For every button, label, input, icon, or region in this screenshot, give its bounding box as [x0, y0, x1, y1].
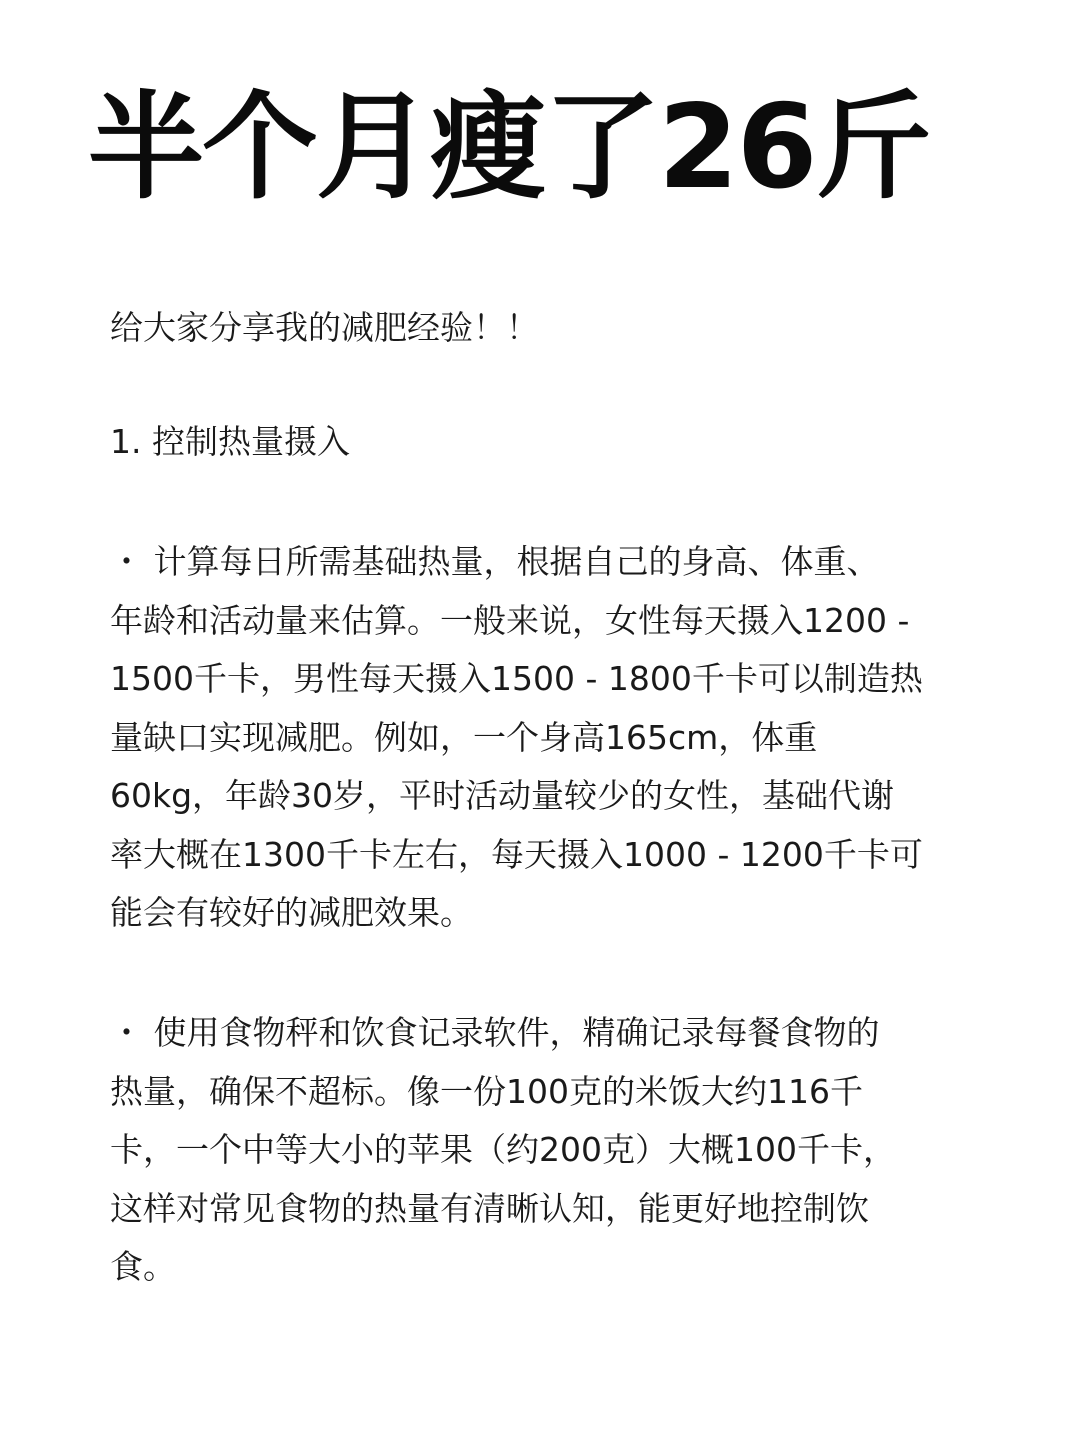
bullet-line: 1500千卡，男性每天摄入1500 - 1800千卡可以制造热	[110, 659, 923, 698]
bullet-line: 能会有较好的减肥效果。	[110, 893, 473, 932]
bullet-line: 率大概在1300千卡左右，每天摄入1000 - 1200千卡可	[110, 834, 923, 874]
bullet-line: 60kg，年龄30岁，平时活动量较少的女性，基础代谢	[110, 776, 895, 815]
bullet-line: 食。	[110, 1247, 176, 1286]
intro-text: 给大家分享我的减肥经验！！	[110, 308, 539, 347]
bullet-line: ・ 使用食物秤和饮食记录软件，精确记录每餐食物的	[110, 1013, 880, 1052]
bullet-line: 量缺口实现减肥。例如，一个身高165cm，体重	[110, 717, 818, 757]
bullet-food-tracking	[110, 1004, 1010, 1297]
bullet-line: 年龄和活动量来估算。一般来说，女性每天摄入1200 -	[110, 600, 910, 640]
bullet-line: ・ 计算每日所需基础热量，根据自己的身高、体重、	[110, 542, 880, 581]
bullet-calorie-calculation	[110, 533, 1010, 943]
bullet-line: 这样对常见食物的热量有清晰认知，能更好地控制饮	[110, 1188, 869, 1228]
page-title: 半个月瘦了26斤	[88, 80, 930, 215]
section-heading: 1. 控制热量摄入	[110, 422, 350, 461]
bullet-line: 卡，一个中等大小的苹果（约200克）大概100千卡，	[110, 1130, 896, 1169]
bullet-line: 热量，确保不超标。像一份100克的米饭大约116千	[110, 1071, 863, 1111]
